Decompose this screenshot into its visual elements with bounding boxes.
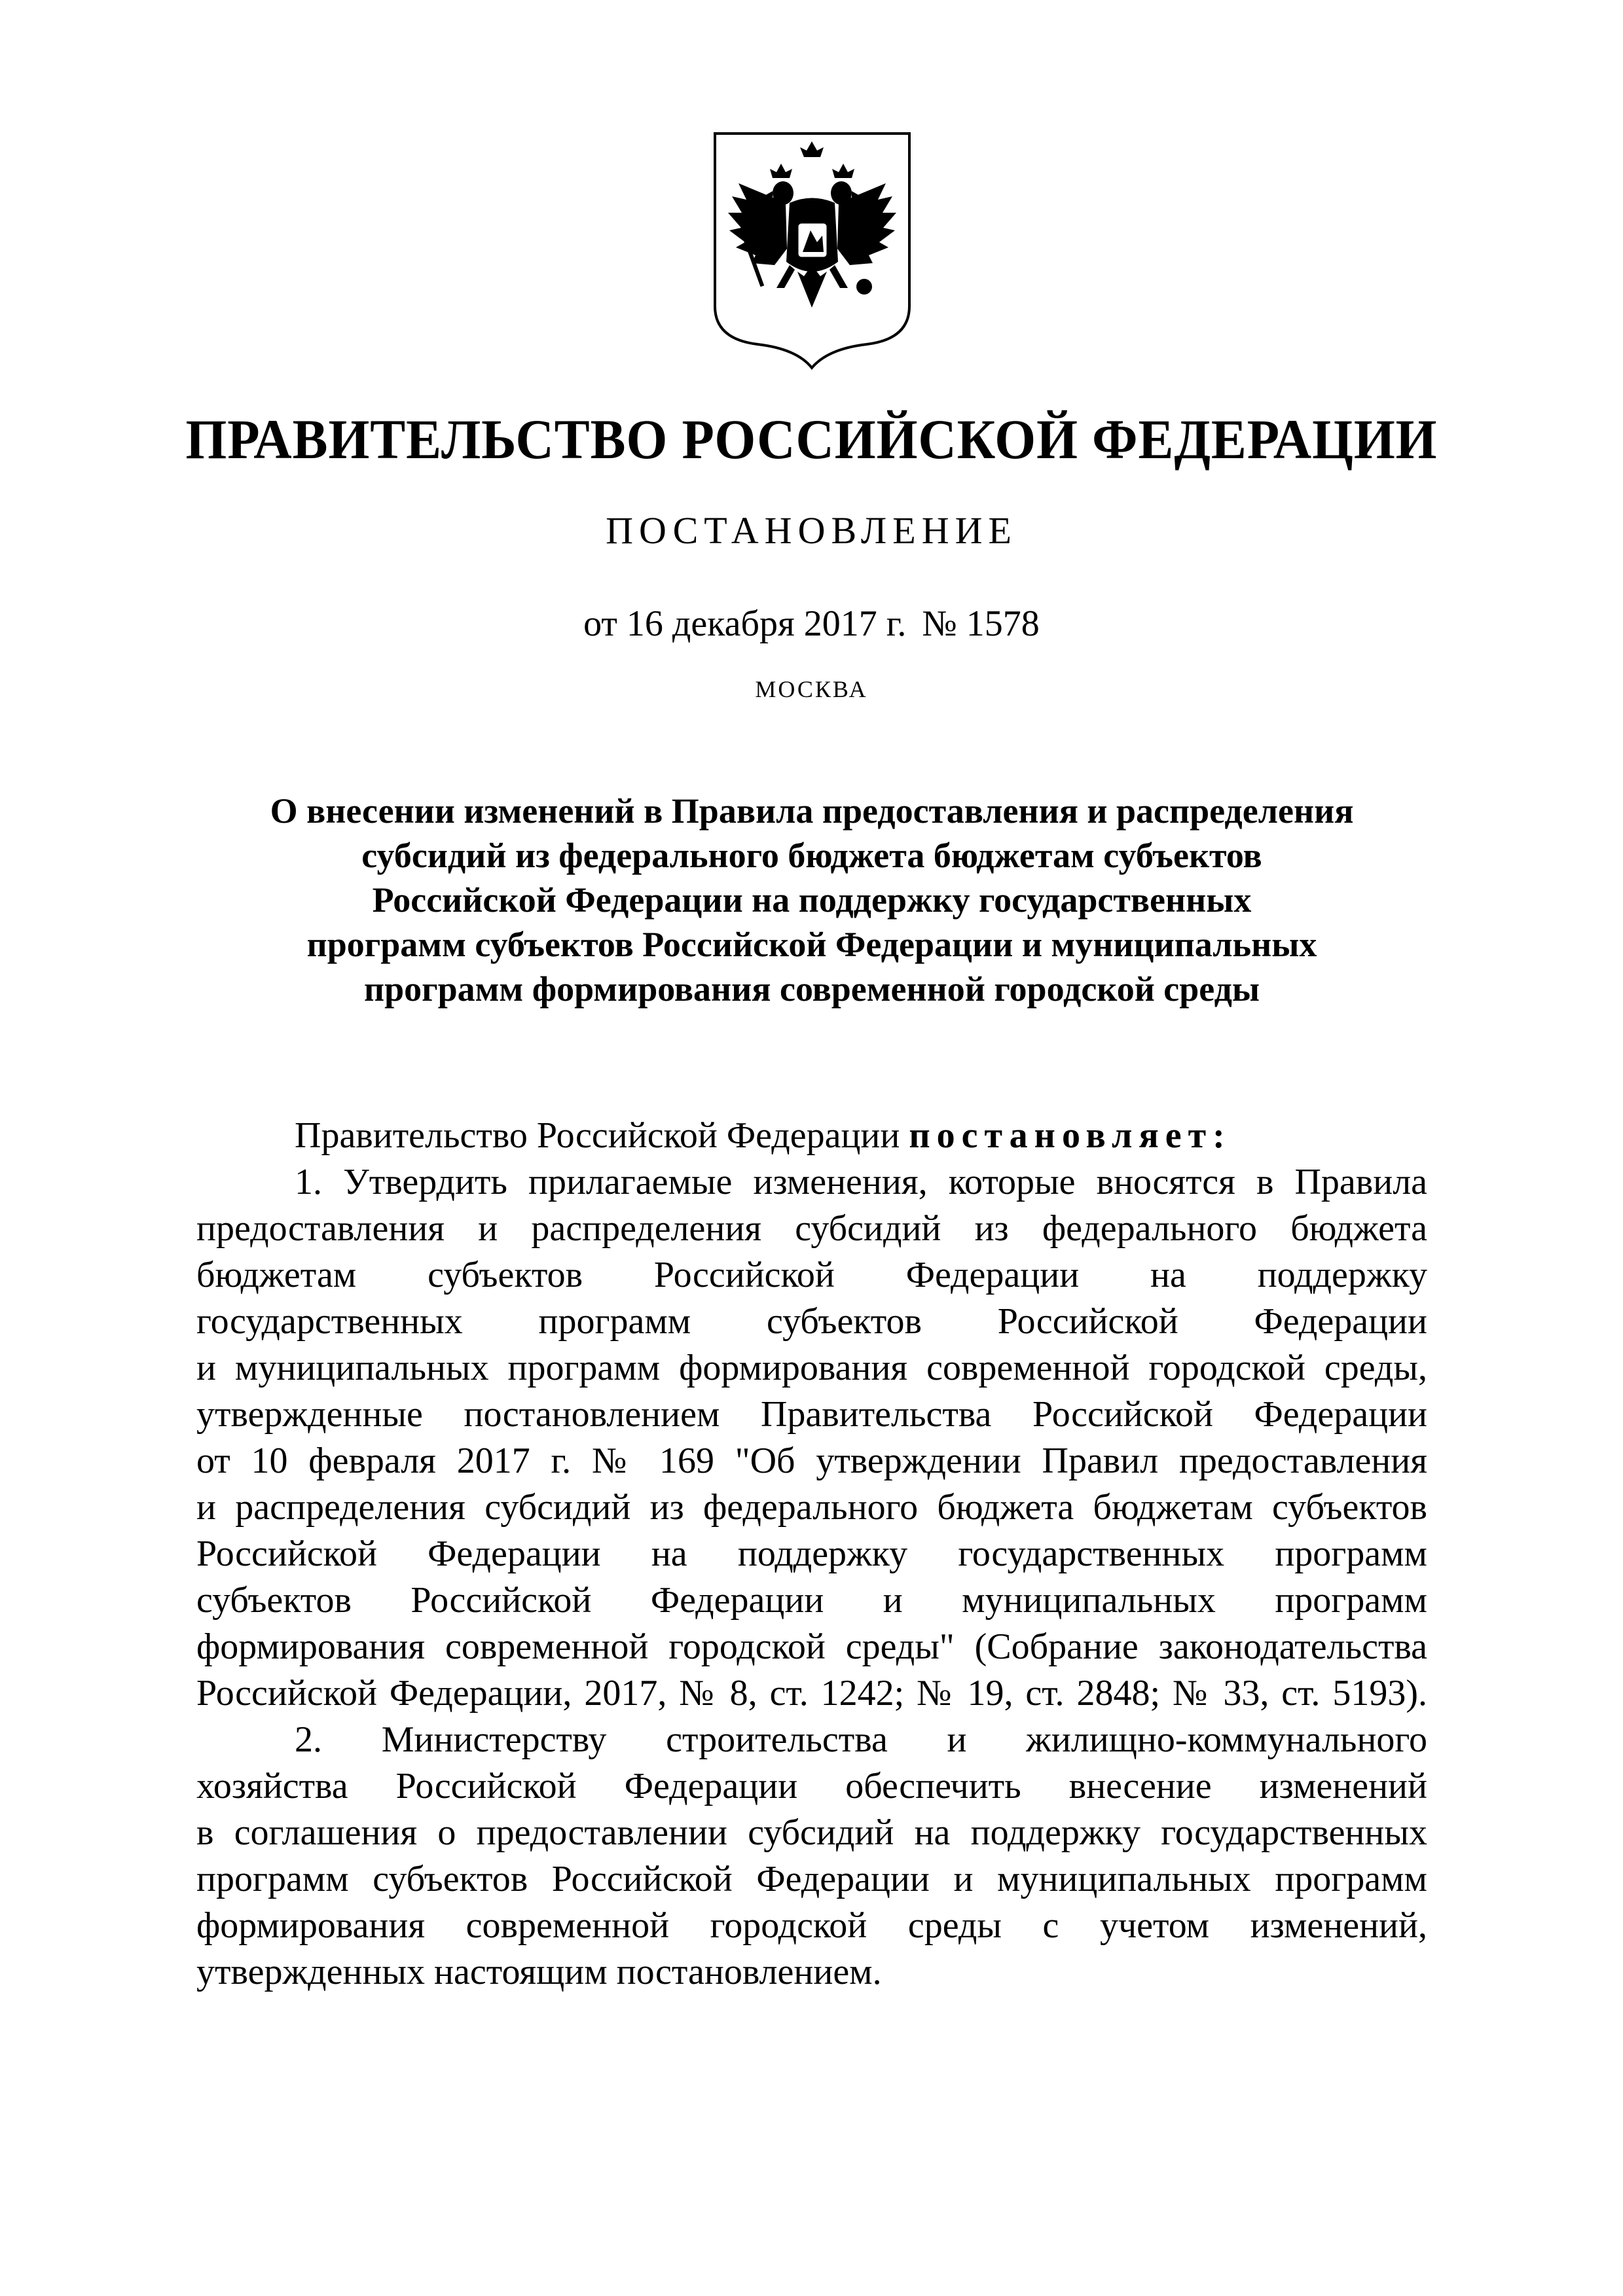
- paragraph-1-line: от 10 февраля 2017 г. № 169 "Об утверждении Правил предоставления: [196, 1441, 1427, 1481]
- russian-coat-of-arms-icon: [712, 131, 912, 370]
- preamble-verb: постановляет:: [909, 1115, 1231, 1156]
- paragraph-1-line: утвержденные постановлением Правительства Российской Федерации: [196, 1394, 1427, 1435]
- paragraph-2-line: в соглашения о предоставлении субсидий на поддержку государственных: [196, 1812, 1427, 1853]
- document-date: от 16 декабря 2017 г.: [583, 603, 907, 644]
- paragraph-1-line: Российской Федерации на поддержку государственных программ: [196, 1534, 1427, 1574]
- title-line: программ субъектов Российской Федерации и муниципальных: [306, 925, 1317, 964]
- document-city: МОСКВА: [755, 676, 868, 702]
- document-number: № 1578: [922, 603, 1040, 644]
- document-date-number: [0, 605, 1623, 642]
- paragraph-2-line: 2. Министерству строительства и жилищно-коммунального: [295, 1719, 1427, 1760]
- title-line: О внесении изменений в Правила предоставления и распределения: [270, 791, 1354, 831]
- paragraph-1-line: бюджетам субъектов Российской Федерации на поддержку: [196, 1255, 1427, 1295]
- title-line: программ формирования современной городской среды: [363, 969, 1260, 1009]
- title-line: Российской Федерации на поддержку государственных: [372, 880, 1252, 920]
- paragraph-2-line: утвержденных настоящим постановлением.: [196, 1952, 882, 1992]
- paragraph-1-line: формирования современной городской среды" (Собрание законодательства: [196, 1626, 1427, 1667]
- paragraph-1-line: 1. Утвердить прилагаемые изменения, которые вносятся в Правила: [295, 1162, 1427, 1202]
- paragraph-2-line: программ субъектов Российской Федерации и муниципальных программ: [196, 1859, 1427, 1899]
- preamble: [196, 1113, 1427, 1159]
- paragraph-2-line: хозяйства Российской Федерации обеспечить внесение изменений: [196, 1766, 1427, 1806]
- paragraph-1-line: субъектов Российской Федерации и муниципальных программ: [196, 1580, 1427, 1621]
- government-name: ПРАВИТЕЛЬСТВО РОССИЙСКОЙ ФЕДЕРАЦИИ: [185, 408, 1438, 471]
- preamble-text: Правительство Российской Федерации: [295, 1115, 909, 1156]
- document-body: [196, 1113, 1427, 1996]
- paragraph-1-line: и муниципальных программ формирования современной городской среды,: [196, 1348, 1427, 1388]
- paragraph-1-line: Российской Федерации, 2017, № 8, ст. 1242; № 19, ст. 2848; № 33, ст. 5193).: [196, 1673, 1427, 1713]
- paragraph-1-line: предоставления и распределения субсидий из федерального бюджета: [196, 1208, 1427, 1249]
- paragraph-1-line: и распределения субсидий из федерального бюджета бюджетам субъектов: [196, 1487, 1427, 1528]
- title-line: субсидий из федерального бюджета бюджетам субъектов: [361, 836, 1262, 875]
- paragraph-1-line: государственных программ субъектов Российской Федерации: [196, 1301, 1427, 1342]
- document-type: ПОСТАНОВЛЕНИЕ: [606, 509, 1017, 552]
- document-title: [196, 789, 1427, 1011]
- paragraph-2-line: формирования современной городской среды с учетом изменений,: [196, 1905, 1427, 1946]
